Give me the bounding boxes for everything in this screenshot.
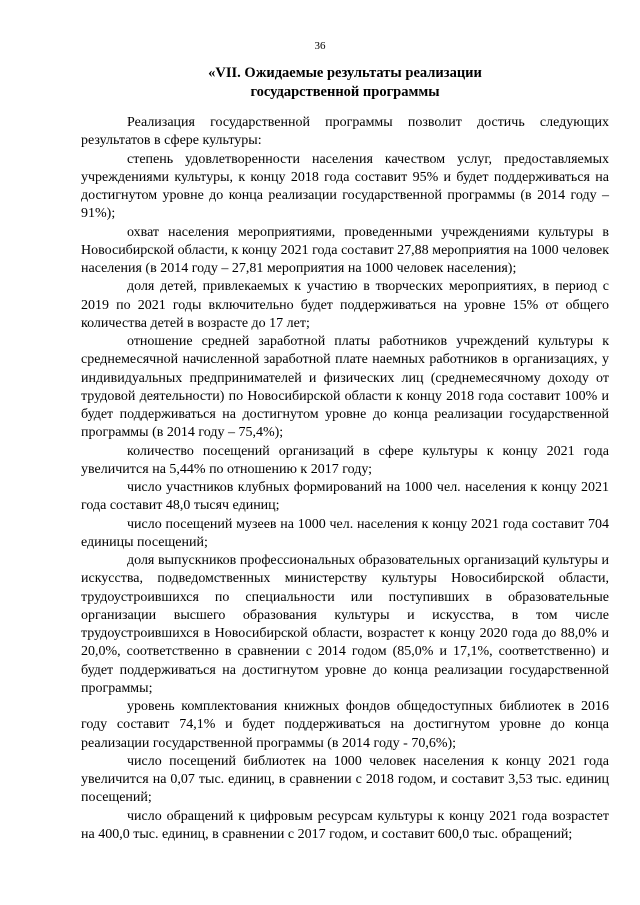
paragraph-book-funds: уровень комплектования книжных фондов общедоступных библиотек в 2016 году составит 74,1% и будет поддерживаться на достигнутом уровне до конца реализации государственной программы (в 2014 году - 70,6%); xyxy=(81,699,609,751)
paragraph-digital-resources: число обращений к цифровым ресурсам культуры к концу 2021 года возрастет на 400,0 тыс. единиц, в сравнении с 2017 годом, и составит 600,0 тыс. обращений; xyxy=(81,808,609,842)
document-body xyxy=(81,114,609,844)
paragraph-graduates-share: доля выпускников профессиональных образовательных организаций культуры и искусства, подведомственных министерству культуры Новосибирской области, трудоустроившихся по специальности или поступивших в образовательные организации высшего образования культуры и искусства, в том числе трудоустроившихся в Новосибирской области, возрастет к концу 2020 года до 88,0% и 20,0%, соответственно в сравнении с 2014 годом (85,0% и 17,1%, соответственно) и будет поддерживаться на достигнутом уровне до конца реализации государственной программы; xyxy=(81,553,609,696)
page-number: 36 xyxy=(314,40,326,52)
paragraph-salary-ratio: отношение средней заработной платы работников учреждений культуры к среднемесячной начисленной заработной плате наемных работников в организациях, у индивидуальных предпринимателей и физических лиц (среднемесячному доходу от трудовой деятельности) по Новосибирской области к концу 2018 года составит 100% и будет поддерживаться на достигнутом уровне до конца реализации государственной программы (в 2014 году – 75,4%); xyxy=(81,334,609,441)
paragraph-satisfaction: степень удовлетворенности населения качеством услуг, предоставляемых учреждениями культуры, к концу 2018 года составит 95% и будет поддерживаться на достигнутом уровне до конца реализации государственной программы (в 2014 году – 91%); xyxy=(81,151,609,222)
paragraph-coverage: охват населения мероприятиями, проведенными учреждениями культуры в Новосибирской области, к концу 2021 года составит 27,88 мероприятия на 1000 человек населения (в 2014 году – 27,81 мероприятия на 1000 человек населения); xyxy=(81,224,609,276)
section-title-line-1: «VII. Ожидаемые результаты реализации xyxy=(208,65,482,81)
section-title-line-2: государственной программы xyxy=(250,84,440,100)
paragraph-visits-organizations: количество посещений организаций в сфере культуры к концу 2021 года увеличится на 5,44% по отношению к 2017 году; xyxy=(81,443,609,477)
paragraph-museum-visits: число посещений музеев на 1000 чел. населения к концу 2021 года составит 704 единицы посещений; xyxy=(81,516,609,550)
paragraph-children-share: доля детей, привлекаемых к участию в творческих мероприятиях, в период с 2019 по 2021 годы включительно будет поддерживаться на уровне 15% от общего количества детей в возрасте до 17 лет; xyxy=(81,279,609,331)
section-title xyxy=(80,64,610,102)
paragraph-club-participants: число участников клубных формирований на 1000 чел. населения к концу 2021 года составит 48,0 тысяч единиц; xyxy=(81,480,609,514)
paragraph-library-visits: число посещений библиотек на 1000 человек населения к концу 2021 года увеличится на 0,07 тыс. единиц, в сравнении с 2018 годом, и составит 3,53 тыс. единиц посещений; xyxy=(81,753,609,806)
paragraph-intro: Реализация государственной программы позволит достичь следующих результатов в сфере культуры: xyxy=(81,115,609,149)
